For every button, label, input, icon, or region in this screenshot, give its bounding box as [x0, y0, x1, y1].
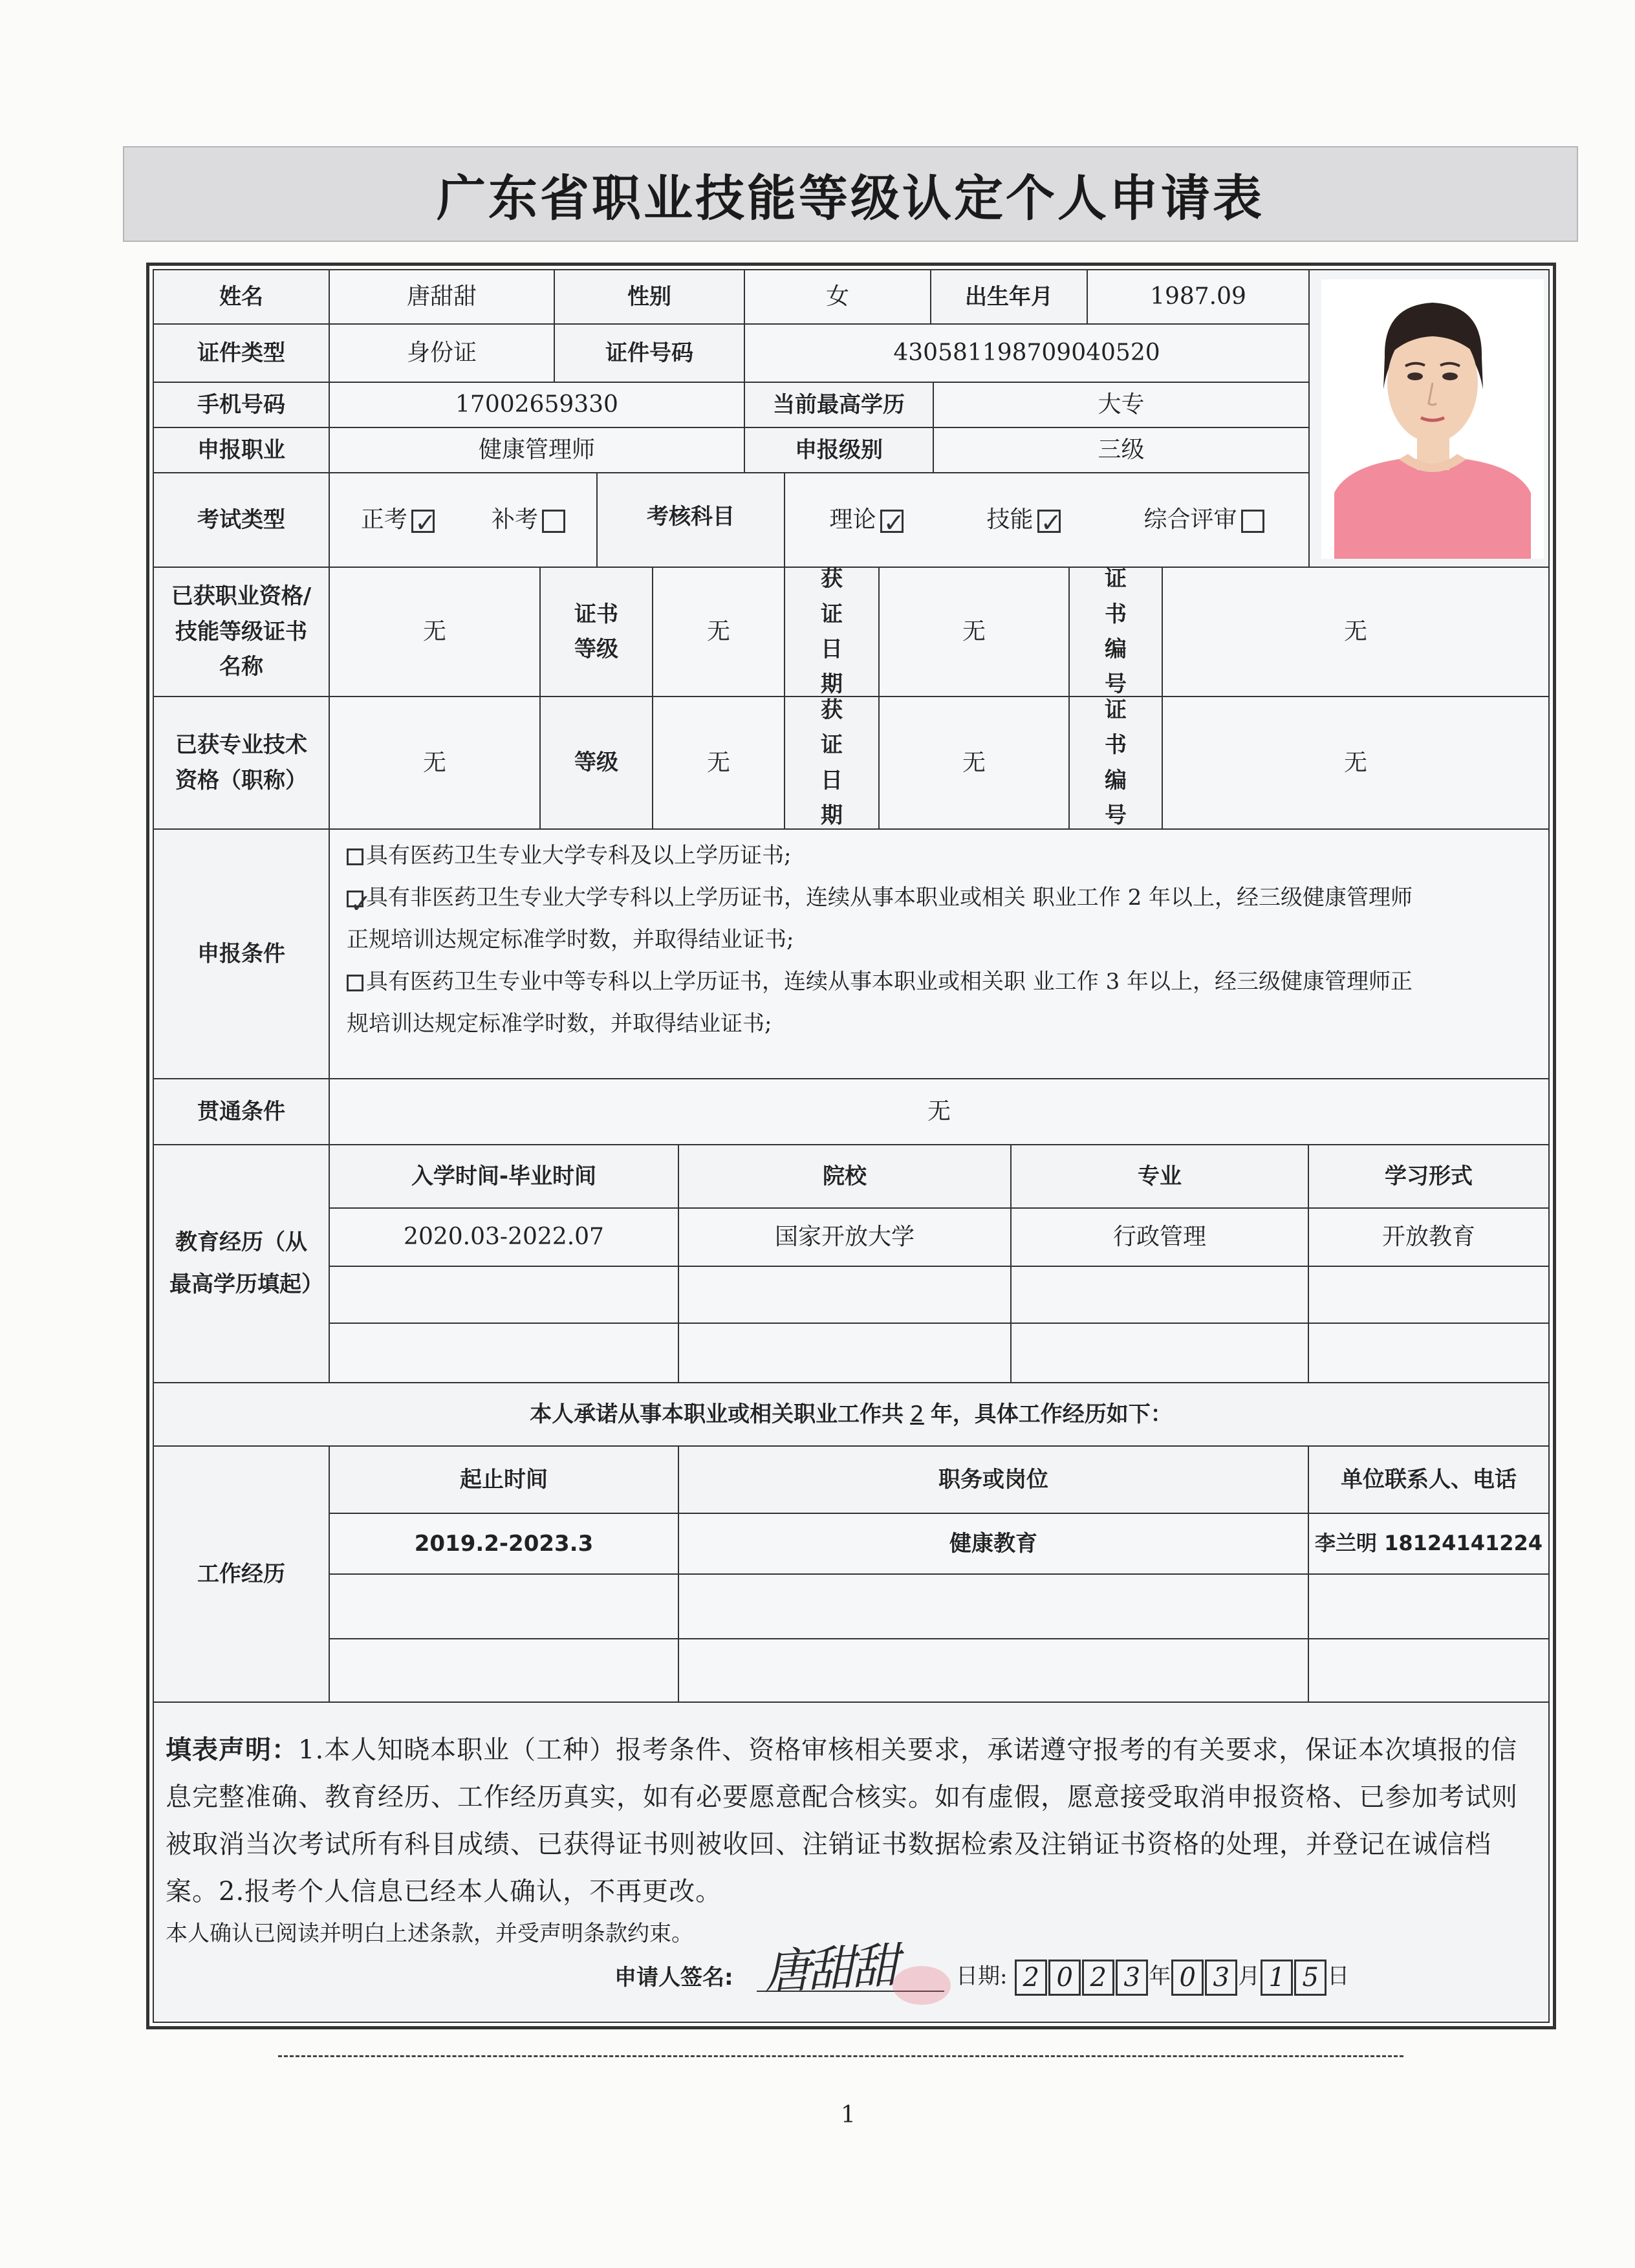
confirm-text: 本人确认已阅读并明白上述条款，并受声明条款约束。 [166, 1921, 693, 1947]
day-unit: 日 [1327, 1963, 1350, 1989]
work-promise-suffix: 年，具体工作经历如下： [930, 1401, 1173, 1427]
conditions-list [347, 830, 1550, 1075]
day-digit-1[interactable]: 1 [1261, 1960, 1293, 1996]
exam-normal-checkbox[interactable] [411, 510, 435, 533]
edu-empty-cell [329, 1266, 679, 1324]
edu-header-mode: 学习形式 [1308, 1144, 1550, 1209]
condition-item-cont [347, 919, 1550, 961]
qualification-date-value: 无 [878, 567, 1070, 697]
page-number: 1 [841, 2102, 856, 2128]
exam-normal-label: 正考 [360, 506, 407, 534]
id-type-label: 证件类型 [153, 323, 330, 383]
edu-header-period: 入学时间-毕业时间 [329, 1144, 679, 1209]
work-empty-cell [329, 1638, 679, 1703]
condition-text-4: 具有医药卫生专业中等专科以上学历证书，连续从事本职业或相关职 业工作 3 年以上，经三级健康管理师正 [366, 969, 1413, 995]
edu-mode: 开放教育 [1308, 1207, 1550, 1267]
edu-empty-cell [1010, 1266, 1309, 1324]
edu-period: 2020.03-2022.07 [329, 1207, 679, 1267]
title-grade-label: 等级 [539, 696, 653, 830]
edu-school: 国家开放大学 [678, 1207, 1012, 1267]
month-digit-2[interactable]: 3 [1205, 1960, 1237, 1996]
qualification-date-label: 获证日期 [784, 567, 880, 697]
applicant-signature: 唐甜甜 [762, 1938, 897, 2001]
level-label: 申报级别 [744, 427, 934, 473]
title-grade-value: 无 [652, 696, 785, 830]
cut-line [278, 2055, 1403, 2057]
title-qualification-label: 已获专业技术资格（职称） [153, 696, 330, 830]
education-level-label: 当前最高学历 [744, 382, 934, 428]
title-banner [123, 146, 1578, 242]
exam-normal-option[interactable] [361, 501, 435, 539]
review-checkbox[interactable] [1241, 510, 1264, 533]
skill-label: 技能 [986, 506, 1034, 534]
edu-empty-cell [1010, 1323, 1309, 1383]
title-date-value: 无 [878, 696, 1070, 830]
fingerprint-mark [893, 1966, 951, 2005]
name-label: 姓名 [153, 269, 330, 325]
condition-item[interactable] [347, 835, 1550, 877]
theory-label: 理论 [829, 506, 876, 534]
subjects-options [784, 472, 1310, 568]
applicant-photo [1321, 279, 1544, 559]
month-digit-1[interactable]: 0 [1171, 1960, 1204, 1996]
condition-item-cont [347, 1003, 1550, 1045]
education-label: 教育经历（从最高学历填起） [153, 1144, 330, 1383]
exam-retake-label: 补考 [491, 506, 538, 534]
condition-text-2: 具有非医药卫生专业大学专科以上学历证书，连续从事本职业或相关 职业工作 2 年以上，经三级健康管理师 [366, 885, 1413, 911]
declaration-label: 填表声明： [166, 1735, 298, 1765]
declaration [166, 1727, 1543, 1916]
level-value: 三级 [933, 427, 1310, 473]
title-qualification-name: 无 [329, 696, 541, 830]
education-level-value: 大专 [933, 382, 1310, 428]
id-type-value: 身份证 [329, 323, 555, 383]
qualification-grade-label: 证书等级 [539, 567, 653, 697]
edu-header-school: 院校 [678, 1144, 1012, 1209]
gender-value: 女 [744, 269, 931, 325]
edu-empty-cell [1308, 1266, 1550, 1324]
subjects-label: 考核科目 [596, 472, 785, 568]
work-empty-cell [678, 1638, 1309, 1703]
skill-option[interactable] [986, 501, 1060, 539]
year-digit-4[interactable]: 3 [1116, 1960, 1148, 1996]
edu-empty-cell [678, 1323, 1012, 1383]
id-no-label: 证件号码 [554, 323, 745, 383]
condition-item[interactable] [347, 961, 1550, 1003]
date-row [956, 1958, 1349, 1996]
condition-text-5: 规培训达规定标准学时数，并取得结业证书; [347, 1011, 772, 1037]
skill-checkbox[interactable] [1037, 510, 1061, 533]
work-header-contact: 单位联系人、电话 [1308, 1445, 1550, 1514]
declaration-text: 1.本人知晓本职业（工种）报考条件、资格审核相关要求，承诺遵守报考的有关要求，保证本次填报的信息完整准确、教育经历、工作经历真实，如有必要愿意配合核实。如有虚假，愿意接受取消申报资格、已参加考试则被取消当次考试所有科目成绩、已获得证书则被收回、注销证书数据检索及注销证书资格的处理，并登记在诚信档案。2.报考个人信息已经本人确认，不再更改。 [166, 1735, 1518, 1906]
exam-retake-checkbox[interactable] [542, 510, 565, 533]
condition-text-3: 正规培训达规定标准学时数，并取得结业证书; [347, 927, 794, 953]
review-label: 综合评审 [1143, 506, 1237, 534]
condition-item[interactable] [347, 877, 1550, 919]
work-header-position: 职务或岗位 [678, 1445, 1309, 1514]
theory-checkbox[interactable] [880, 510, 904, 533]
day-digit-2[interactable]: 5 [1294, 1960, 1326, 1996]
qualification-no-label: 证书编号 [1068, 567, 1163, 697]
exam-retake-option[interactable] [492, 501, 565, 539]
qualification-no-value: 无 [1162, 567, 1550, 697]
exam-type-options [329, 472, 598, 568]
condition-checkbox-2[interactable] [347, 891, 363, 907]
edu-empty-cell [678, 1266, 1012, 1324]
work-label: 工作经历 [153, 1445, 330, 1703]
condition-checkbox-3[interactable] [347, 975, 363, 991]
title-date-label: 获证日期 [784, 696, 880, 830]
condition-text-1: 具有医药卫生专业大学专科及以上学历证书; [366, 843, 792, 869]
year-digit-1[interactable]: 2 [1015, 1960, 1047, 1996]
phone-value: 17002659330 [329, 382, 745, 428]
work-position: 健康教育 [678, 1513, 1309, 1575]
page-title: 广东省职业技能等级认定个人申请表 [437, 169, 1264, 227]
work-empty-cell [1308, 1573, 1550, 1639]
name-value: 唐甜甜 [329, 269, 555, 325]
theory-option[interactable] [829, 501, 903, 539]
job-label: 申报职业 [153, 427, 330, 473]
edu-empty-cell [329, 1323, 679, 1383]
signature-label: 申请人签名: [614, 1965, 733, 1991]
qualification-cert-label: 已获职业资格/技能等级证书名称 [153, 567, 330, 697]
job-value: 健康管理师 [329, 427, 745, 473]
work-empty-cell [329, 1573, 679, 1639]
work-empty-cell [678, 1573, 1309, 1639]
work-header-period: 起止时间 [329, 1445, 679, 1514]
birth-value: 1987.09 [1087, 269, 1310, 325]
conditions-label: 申报条件 [153, 828, 330, 1079]
birth-label: 出生年月 [930, 269, 1088, 325]
work-contact: 李兰明 18124141224 [1308, 1513, 1550, 1575]
gender-label: 性别 [554, 269, 745, 325]
title-no-value: 无 [1162, 696, 1550, 830]
edu-header-major: 专业 [1010, 1144, 1309, 1209]
work-empty-cell [1308, 1638, 1550, 1703]
through-label: 贯通条件 [153, 1078, 330, 1145]
work-promise-years: 2 [910, 1401, 924, 1427]
exam-type-label: 考试类型 [153, 472, 330, 568]
phone-label: 手机号码 [153, 382, 330, 428]
through-value: 无 [329, 1078, 1550, 1145]
work-promise [153, 1382, 1550, 1447]
work-period: 2019.2-2023.3 [329, 1513, 679, 1575]
month-unit: 月 [1238, 1963, 1261, 1989]
year-digit-2[interactable]: 0 [1048, 1960, 1081, 1996]
year-digit-3[interactable]: 2 [1082, 1960, 1114, 1996]
date-label: 日期: [956, 1963, 1008, 1989]
edu-empty-cell [1308, 1323, 1550, 1383]
condition-checkbox-1[interactable] [347, 848, 363, 865]
id-no-value: 430581198709040520 [744, 323, 1310, 383]
qualification-cert-name: 无 [329, 567, 541, 697]
review-option[interactable] [1143, 501, 1264, 539]
work-promise-prefix: 本人承诺从事本职业或相关职业工作共 [530, 1401, 904, 1427]
edu-major: 行政管理 [1010, 1207, 1309, 1267]
title-no-label: 证书编号 [1068, 696, 1163, 830]
qualification-grade-value: 无 [652, 567, 785, 697]
year-unit: 年 [1149, 1963, 1171, 1989]
